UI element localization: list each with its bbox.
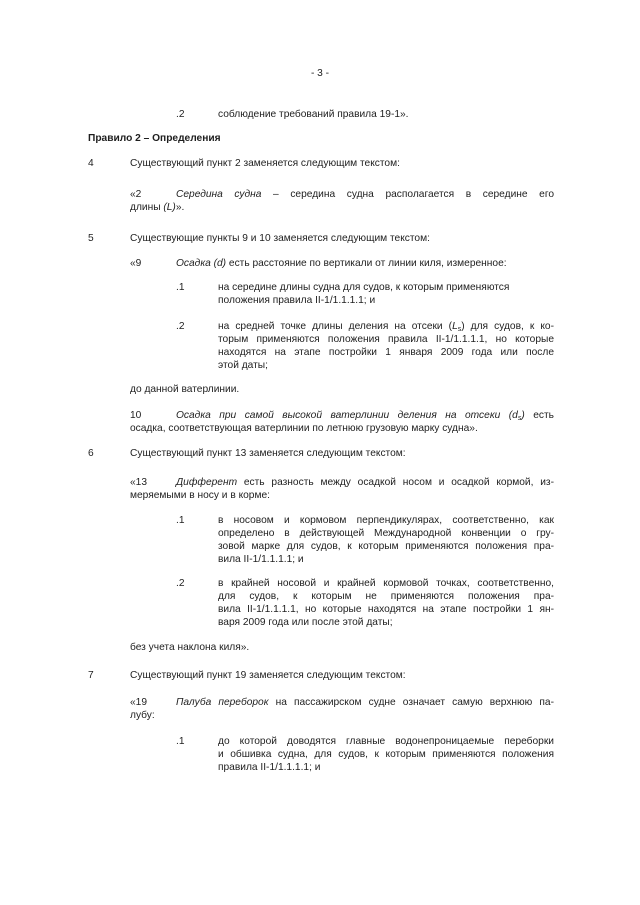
def9-item-2-number: .2 <box>176 321 185 332</box>
def19-item-1-number: .1 <box>176 736 185 747</box>
def9-item-2-text-cont: ) для судов, к ко- <box>461 321 554 332</box>
definition-10-term-end: ) <box>521 410 525 421</box>
def9-item-2-line-4: этой даты; <box>218 360 268 371</box>
definition-10-number: 10 <box>130 410 142 421</box>
paragraph-4-text: Существующий пункт 2 заменяется следующим текстом: <box>130 158 400 169</box>
def13-item-2-line-1: в крайней носовой и крайней кормовой точках, соответственно, <box>218 578 554 589</box>
definition-9-line <box>176 258 507 271</box>
def13-item-2-line-4: варя 2009 года или после этой даты; <box>218 617 393 628</box>
page-number: - 3 - <box>310 68 330 79</box>
definition-9-text: есть расстояние по вертикали от линии киля, измеренное: <box>226 258 507 269</box>
definition-2-end: ». <box>175 202 185 213</box>
paragraph-5-text: Существующие пункты 9 и 10 заменяется следующим текстом: <box>130 233 430 244</box>
def9-item-2-symbol: L <box>452 321 458 332</box>
definition-2-text: – середина судна располагается в середине его <box>261 189 554 200</box>
definition-2-number: «2 <box>130 189 142 200</box>
paragraph-4-number: 4 <box>88 158 94 169</box>
definition-13-term: Дифферент <box>176 477 238 488</box>
definition-13-text: есть разность между осадкой носом и осадкой кормой, из- <box>237 477 554 488</box>
definition-2-symbol: (L) <box>163 202 176 213</box>
paragraph-6-number: 6 <box>88 448 94 459</box>
def9-item-2-subscript: s <box>457 326 462 333</box>
def19-item-1-line-2: и обшивка судна, для судов, к которым применяются положения <box>218 749 554 760</box>
definition-19-line-2: лубу: <box>130 710 155 721</box>
definition-19-term: Палуба переборок <box>176 697 269 708</box>
definition-9-closing: до данной ватерлинии. <box>130 384 240 395</box>
def13-item-1-line-1: в носовом и кормовом перпендикулярах, соответственно, как <box>218 515 554 526</box>
definition-10-line-2: осадка, соответствующая ватерлинии по летнюю грузовую марку судна». <box>130 423 478 434</box>
definition-9-number: «9 <box>130 258 142 269</box>
definition-19-line-1 <box>176 697 554 710</box>
def9-item-1-line-1: на середине длины судна для судов, к которым применяются <box>218 282 510 293</box>
definition-13-line-2: меряемыми в носу и в корме: <box>130 490 270 501</box>
def13-item-2-line-3: вила II-1/1.1.1.1, но которые находятся на этапе постройки 1 ян- <box>218 604 554 615</box>
definition-19-text: на пассажирском судне означает самую верхнюю па- <box>268 697 554 708</box>
definition-9-term: Осадка (d) <box>176 258 227 269</box>
def13-item-1-line-3: зовой марке для судов, к которым применяются положения пра- <box>218 541 554 552</box>
def13-item-2-line-2: для судов, к которым не применяются положения пра- <box>218 591 554 602</box>
def13-item-1-line-2: определено в действующей Международной конвенции о гру- <box>218 528 554 539</box>
definition-10-text: есть <box>524 410 554 421</box>
definition-2-line-2 <box>130 202 184 215</box>
paragraph-7-text: Существующий пункт 19 заменяется следующим текстом: <box>130 670 406 681</box>
definition-10-term: Осадка при самой высокой ватерлинии деления на отсеки (d <box>176 410 518 421</box>
def13-item-2-number: .2 <box>176 578 185 589</box>
def9-item-1-line-2: положения правила II-1/1.1.1.1; и <box>218 295 376 306</box>
paragraph-7-number: 7 <box>88 670 94 681</box>
def13-item-1-number: .1 <box>176 515 185 526</box>
def9-item-2-line-1 <box>218 321 554 334</box>
definition-19-number: «19 <box>130 697 147 708</box>
definition-13-closing: без учета наклона киля». <box>130 642 250 653</box>
def19-item-1-line-3: правила II-1/1.1.1.1; и <box>218 762 321 773</box>
paragraph-5-number: 5 <box>88 233 94 244</box>
def19-item-1-line-1: до которой доводятся главные водонепроницаемые переборки <box>218 736 554 747</box>
definition-13-number: «13 <box>130 477 147 488</box>
definition-10-subscript: s <box>517 415 522 422</box>
paragraph-6-text: Существующий пункт 13 заменяется следующим текстом: <box>130 448 406 459</box>
definition-2-term: Середина судна <box>176 189 262 200</box>
def9-item-2-line-3: находятся на этапе постройки 1 января 2009 года или после <box>218 347 554 358</box>
definition-2-line-1 <box>176 189 554 202</box>
definition-2-text-cont: длины <box>130 202 164 213</box>
section-heading: Правило 2 – Определения <box>88 133 221 144</box>
intro-item-number: .2 <box>176 109 185 120</box>
def9-item-2-line-2: торым применяются положения правила II-1/1.1.1.1, но которые <box>218 334 554 345</box>
definition-10-line-1 <box>176 410 554 423</box>
def9-item-1-number: .1 <box>176 282 185 293</box>
intro-item-text: соблюдение требований правила 19-1». <box>218 109 409 120</box>
def9-item-2-text: на средней точке длины деления на отсеки ( <box>218 321 453 332</box>
def13-item-1-line-4: вила II-1/1.1.1.1; и <box>218 554 304 565</box>
definition-13-line-1 <box>176 477 554 490</box>
